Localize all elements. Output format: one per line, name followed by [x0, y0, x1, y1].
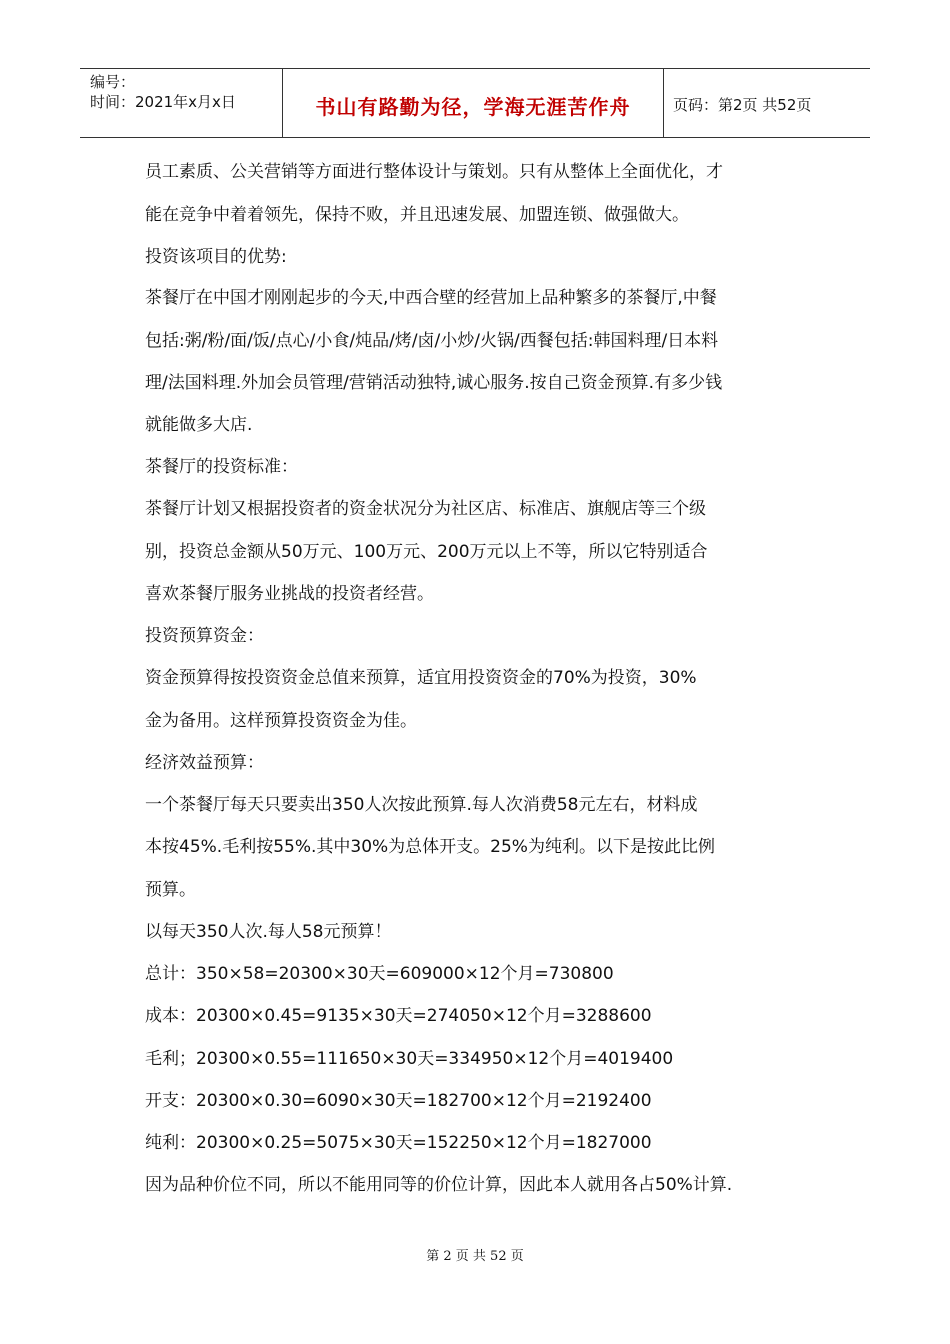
date-line: 时间：2021年x月x日: [90, 93, 236, 111]
body-line: 茶餐厅计划又根据投资者的资金状况分为社区店、标准店、旗舰店等三个级: [145, 499, 706, 519]
calc-line-expense: 开支：20300×0.30=6090×30天=182700×12个月=2192400: [145, 1091, 652, 1111]
calc-line-cost: 成本：20300×0.45=9135×30天=274050×12个月=3288600: [145, 1006, 652, 1026]
header-motto-cell: [282, 69, 664, 137]
header-page-cell: [663, 69, 870, 137]
page-header: [80, 68, 870, 138]
body-line: 预算。: [145, 880, 196, 900]
body-line: 喜欢茶餐厅服务业挑战的投资者经营。: [145, 584, 434, 604]
doc-number-label: 编号：: [90, 73, 136, 91]
calc-line-total: 总计：350×58=20300×30天=609000×12个月=730800: [145, 964, 614, 984]
section-heading: 经济效益预算：: [145, 753, 264, 773]
section-heading: 茶餐厅的投资标准：: [145, 457, 298, 477]
body-line: 理/法国料理.外加会员管理/营销活动独特,诚心服务.按自己资金预算.有多少钱: [145, 373, 723, 393]
section-heading: 投资预算资金：: [145, 626, 264, 646]
calc-line-gross-profit: 毛利；20300×0.55=111650×30天=334950×12个月=4019400: [145, 1049, 674, 1069]
body-line: 能在竞争中着着领先，保持不败，并且迅速发展、加盟连锁、做强做大。: [145, 205, 689, 225]
section-heading: 投资该项目的优势:: [145, 247, 287, 267]
page-info: 页码：第2页 共52页: [673, 96, 812, 114]
body-line: 茶餐厅在中国才刚刚起步的今天,中西合壁的经营加上品种繁多的茶餐厅,中餐: [145, 288, 717, 308]
body-line: 包括:粥/粉/面/饭/点心/小食/炖品/烤/卤/小炒/火锅/西餐包括:韩国料理/日本料: [145, 331, 719, 351]
header-meta-cell: [80, 69, 282, 137]
calc-line-net-profit: 纯利：20300×0.25=5075×30天=152250×12个月=1827000: [145, 1133, 652, 1153]
body-line: 员工素质、公关营销等方面进行整体设计与策划。只有从整体上全面优化，才: [145, 162, 723, 182]
body-line: 资金预算得按投资资金总值来预算，适宜用投资资金的70%为投资，30%: [145, 668, 697, 688]
motto: 书山有路勤为径，学海无涯苦作舟: [315, 95, 631, 119]
page-footer: 第 2 页 共 52 页: [426, 1249, 524, 1264]
body-line: 一个茶餐厅每天只要卖出350人次按此预算.每人次消费58元左右，材料成: [145, 795, 698, 815]
body-line: 就能做多大店.: [145, 415, 253, 435]
body-line: 以每天350人次.每人58元预算！: [145, 922, 392, 942]
body-line: 金为备用。这样预算投资资金为佳。: [145, 711, 417, 731]
body-line: 别，投资总金额从50万元、100万元、200万元以上不等，所以它特别适合: [145, 542, 708, 562]
body-line: 本按45%.毛利按55%.其中30%为总体开支。25%为纯利。以下是按此比例: [145, 837, 715, 857]
body-line: 因为品种价位不同，所以不能用同等的价位计算，因此本人就用各占50%计算.: [145, 1175, 733, 1195]
